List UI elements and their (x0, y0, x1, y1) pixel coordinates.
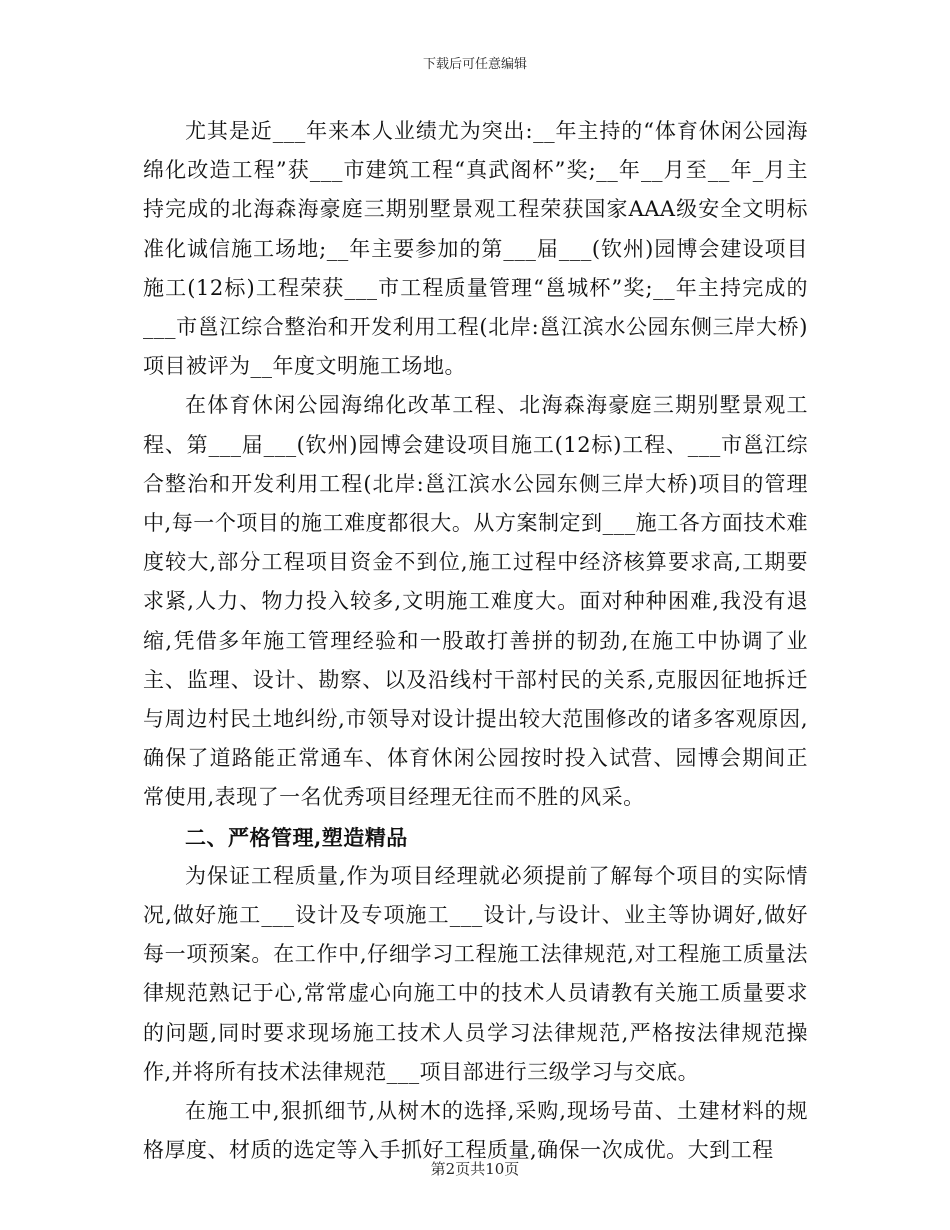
section-heading: 二、严格管理,塑造精品 (185, 824, 408, 850)
document-body (143, 112, 808, 1170)
paragraph-project-management: 在体育休闲公园海绵化改革工程、北海森海豪庭三期别墅景观工程、第___届___(钦州)园博会建设项目施工(12标)工程、___市邕江综合整治和开发利用工程(北岸:邕江滨水公园东侧三岸大桥)项目的管理中,每一个项目的施工难度都很大。从方案制定到___施工各方面技术难度较大,部分工程项目资金不到位,施工过程中经济核算要求高,工期要求紧,人力、物力投入较多,文明施工难度大。面对种种困难,我没有退缩,凭借多年施工管理经验和一股敢打善拼的韧劲,在施工中协调了业主、监理、设计、勘察、以及沿线村干部村民的关系,克服因征地拆迁与周边村民土地纠纷,市领导对设计提出较大范围修改的诸多客观原因,确保了道路能正常通车、体育休闲公园按时投入试营、园博会期间正常使用,表现了一名优秀项目经理无往而不胜的风采。 (143, 393, 808, 810)
paragraph-achievements: 尤其是近___年来本人业绩尤为突出:__年主持的“体育休闲公园海绵化改造工程”获___市建筑工程“真武阁杯”奖;__年__月至__年_月主持完成的北海森海豪庭三期别墅景观工程荣获国家AAA级安全文明标准化诚信施工场地;__年主要参加的第___届___(钦州)园博会建设项目施工(12标)工程荣获___市工程质量管理“邕城杯”奖;__年主持完成的___市邕江综合整治和开发利用工程(北岸:邕江滨水公园东侧三岸大桥)项目被评为__年度文明施工场地。 (143, 119, 808, 379)
paragraph-details: 在施工中,狠抓细节,从树木的选择,采购,现场号苗、土建材料的规格厚度、材质的选定等入手抓好工程质量,确保一次成优。大到工程 (143, 1099, 808, 1163)
page-footer: 第2页共10页 (430, 1160, 520, 1178)
page-header: 下载后可任意编辑 (422, 57, 527, 72)
paragraph-quality: 为保证工程质量,作为项目经理就必须提前了解每个项目的实际情况,做好施工___设计及专项施工___设计,与设计、业主等协调好,做好每一项预案。在工作中,仔细学习工程施工法律规范,对工程施工质量法律规范熟记于心,常常虚心向施工中的技术人员请教有关施工质量要求的问题,同时要求现场施工技术人员学习法律规范,严格按法律规范操作,并将所有技术法律规范___项目部进行三级学习与交底。 (143, 863, 808, 1084)
